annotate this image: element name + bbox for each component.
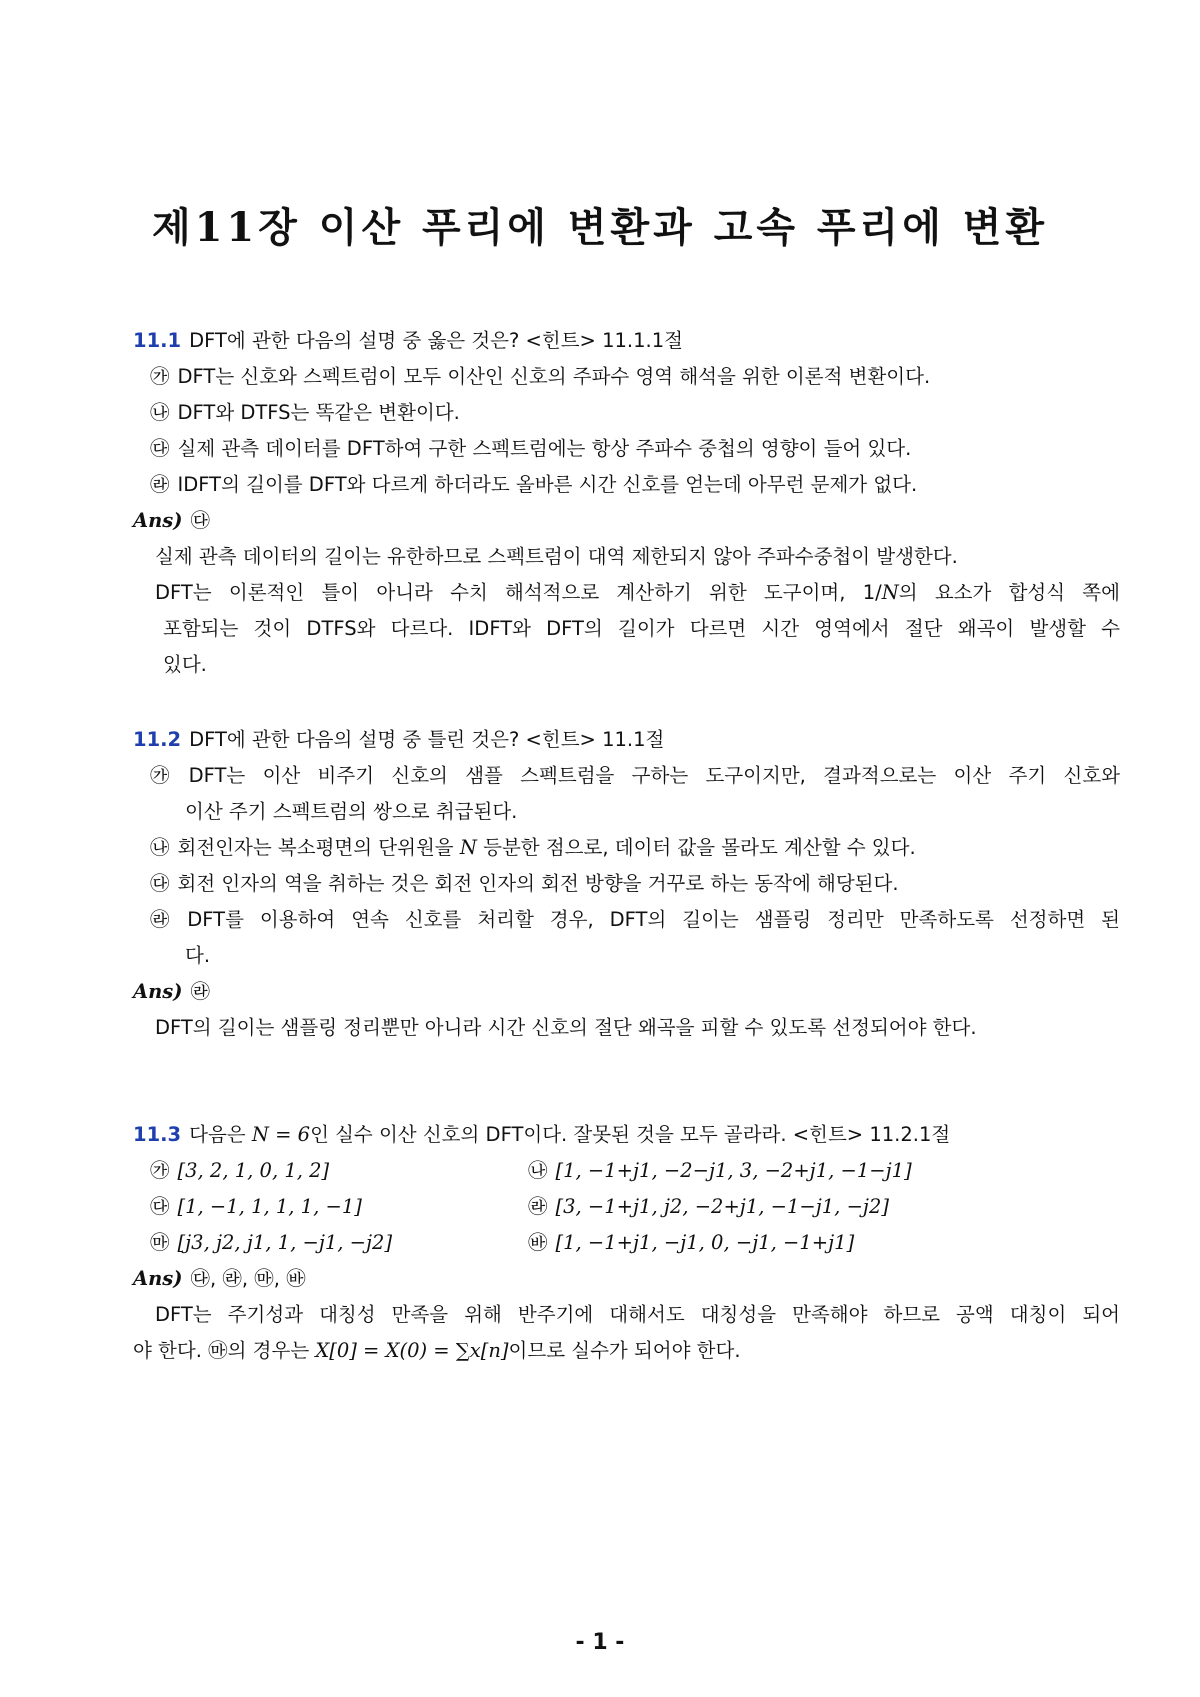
option-mark: ㉰ bbox=[150, 437, 170, 460]
explanation-line bbox=[133, 1338, 741, 1364]
option-mark: ㉯ bbox=[528, 1159, 548, 1182]
explanation-text: DFT는 이론적인 틀이 아니라 수치 해석적으로 계산하기 위한 도구이며, 1/ bbox=[155, 581, 882, 604]
option-vector: [3, −1+j1, j2, −2+j1, −1−j1, −j2] bbox=[555, 1195, 889, 1218]
option-mark: ㉱ bbox=[528, 1195, 548, 1218]
option-c bbox=[150, 1194, 362, 1220]
option-vector: [1, −1+j1, −2−j1, 3, −2+j1, −1−j1] bbox=[555, 1159, 912, 1182]
option-text: IDFT의 길이를 DFT와 다르게 하더라도 올바른 시간 신호를 얻는데 아무런 문제가 없다. bbox=[177, 473, 918, 496]
question-text: 인 실수 이산 신호의 DFT이다. 잘못된 것을 모두 골라라. <힌트> 11.2.1절 bbox=[310, 1123, 951, 1146]
option-vector: [1, −1+j1, −j1, 0, −j1, −1+j1] bbox=[555, 1231, 855, 1254]
option-mark: ㉮ bbox=[150, 764, 181, 787]
answer-value: ㉰ bbox=[190, 509, 211, 532]
option-mark: ㉯ bbox=[150, 401, 170, 424]
option-b bbox=[528, 1158, 912, 1184]
option-d-continued: 다. bbox=[185, 944, 211, 967]
option-mark: ㉰ bbox=[150, 872, 170, 895]
option-a bbox=[150, 763, 1120, 789]
option-a-continued: 이산 주기 스펙트럼의 쌍으로 취급된다. bbox=[185, 800, 518, 823]
option-mark: ㉳ bbox=[528, 1231, 548, 1254]
explanation-text: 이므로 실수가 되어야 한다. bbox=[508, 1339, 741, 1362]
chapter-title: 제11장 이산 푸리에 변환과 고속 푸리에 변환 bbox=[151, 204, 1049, 251]
option-c bbox=[150, 436, 911, 462]
option-vector: [1, −1, 1, 1, 1, −1] bbox=[177, 1195, 362, 1218]
option-mark: ㉯ bbox=[150, 836, 170, 859]
question-number: 11.1 bbox=[133, 329, 182, 352]
option-d bbox=[528, 1194, 889, 1220]
page-number: - 1 - bbox=[575, 1630, 625, 1655]
option-c bbox=[150, 871, 899, 897]
option-text: 등분한 점으로, 데이터 값을 몰라도 계산할 수 있다. bbox=[483, 836, 916, 859]
question-number: 11.2 bbox=[133, 728, 182, 751]
answer-label: Ans) bbox=[133, 509, 183, 532]
question-number: 11.3 bbox=[133, 1123, 182, 1146]
answer-label: Ans) bbox=[133, 1267, 183, 1290]
option-d bbox=[150, 472, 917, 498]
option-text: DFT와 DTFS는 똑같은 변환이다. bbox=[177, 401, 460, 424]
option-mark: ㉲ bbox=[150, 1231, 170, 1254]
option-d bbox=[150, 907, 1120, 933]
explanation-line: DFT는 주기성과 대칭성 만족을 위해 반주기에 대해서도 대칭성을 만족해야 하므로 공액 대칭이 되어 bbox=[155, 1303, 1120, 1326]
variable-n: N bbox=[881, 581, 899, 604]
option-vector: [3, 2, 1, 0, 1, 2] bbox=[177, 1159, 330, 1182]
equation: X[0] = X(0) = ∑x[n] bbox=[315, 1339, 509, 1362]
explanation-line: 있다. bbox=[163, 653, 207, 676]
explanation-text: 의 요소가 합성식 쪽에 bbox=[898, 581, 1120, 604]
option-a bbox=[150, 364, 930, 390]
variable-n: N bbox=[459, 836, 477, 859]
option-mark: ㉮ bbox=[150, 1159, 170, 1182]
option-mark: ㉮ bbox=[150, 365, 170, 388]
option-b bbox=[150, 835, 916, 861]
option-text: DFT는 신호와 스펙트럼이 모두 이산인 신호의 주파수 영역 해석을 위한 이론적 변환이다. bbox=[177, 365, 931, 388]
option-text: DFT를 이용하여 연속 신호를 처리할 경우, DFT의 길이는 샘플링 정리만 만족하도록 선정하면 된 bbox=[187, 908, 1120, 931]
answer-label: Ans) bbox=[133, 980, 183, 1003]
explanation-text: 야 한다. ㉲의 경우는 bbox=[133, 1339, 310, 1362]
option-text: DFT는 이산 비주기 신호의 샘플 스펙트럼을 구하는 도구이지만, 결과적으로는 이산 주기 신호와 bbox=[188, 764, 1120, 787]
option-text: 실제 관측 데이터를 DFT하여 구한 스펙트럼에는 항상 주파수 중첩의 영향이 들어 있다. bbox=[177, 437, 912, 460]
option-b bbox=[150, 400, 460, 426]
explanation-line bbox=[155, 580, 1120, 606]
option-mark: ㉱ bbox=[150, 473, 170, 496]
question-11-3 bbox=[133, 1122, 950, 1148]
option-f bbox=[528, 1230, 854, 1256]
explanation-line: 포함되는 것이 DTFS와 다르다. IDFT와 DFT의 길이가 다르면 시간 영역에서 절단 왜곡이 발생할 수 bbox=[163, 617, 1120, 640]
question-text: DFT에 관한 다음의 설명 중 옳은 것은? <힌트> 11.1.1절 bbox=[189, 329, 683, 352]
explanation-line: 실제 관측 데이터의 길이는 유한하므로 스펙트럼이 대역 제한되지 않아 주파수중첩이 발생한다. bbox=[155, 545, 958, 568]
question-text: DFT에 관한 다음의 설명 중 틀린 것은? <힌트> 11.1절 bbox=[189, 728, 665, 751]
option-text: 회전 인자의 역을 취하는 것은 회전 인자의 회전 방향을 거꾸로 하는 동작에 해당된다. bbox=[177, 872, 899, 895]
answer-line bbox=[133, 508, 210, 534]
option-mark: ㉱ bbox=[150, 908, 180, 931]
answer-value: ㉰, ㉱, ㉲, ㉳ bbox=[190, 1267, 306, 1290]
question-11-2 bbox=[133, 727, 664, 753]
question-text: 다음은 bbox=[189, 1123, 246, 1146]
option-e bbox=[150, 1230, 392, 1256]
option-text: 회전인자는 복소평면의 단위원을 bbox=[177, 836, 454, 859]
answer-line bbox=[133, 1266, 306, 1292]
answer-value: ㉱ bbox=[190, 980, 211, 1003]
option-a bbox=[150, 1158, 329, 1184]
option-vector: [j3, j2, j1, 1, −j1, −j2] bbox=[177, 1231, 393, 1254]
equation: N = 6 bbox=[251, 1123, 311, 1146]
question-11-1 bbox=[133, 328, 683, 354]
option-mark: ㉰ bbox=[150, 1195, 170, 1218]
explanation-line: DFT의 길이는 샘플링 정리뿐만 아니라 시간 신호의 절단 왜곡을 피할 수 있도록 선정되어야 한다. bbox=[155, 1016, 977, 1039]
answer-line bbox=[133, 979, 210, 1005]
